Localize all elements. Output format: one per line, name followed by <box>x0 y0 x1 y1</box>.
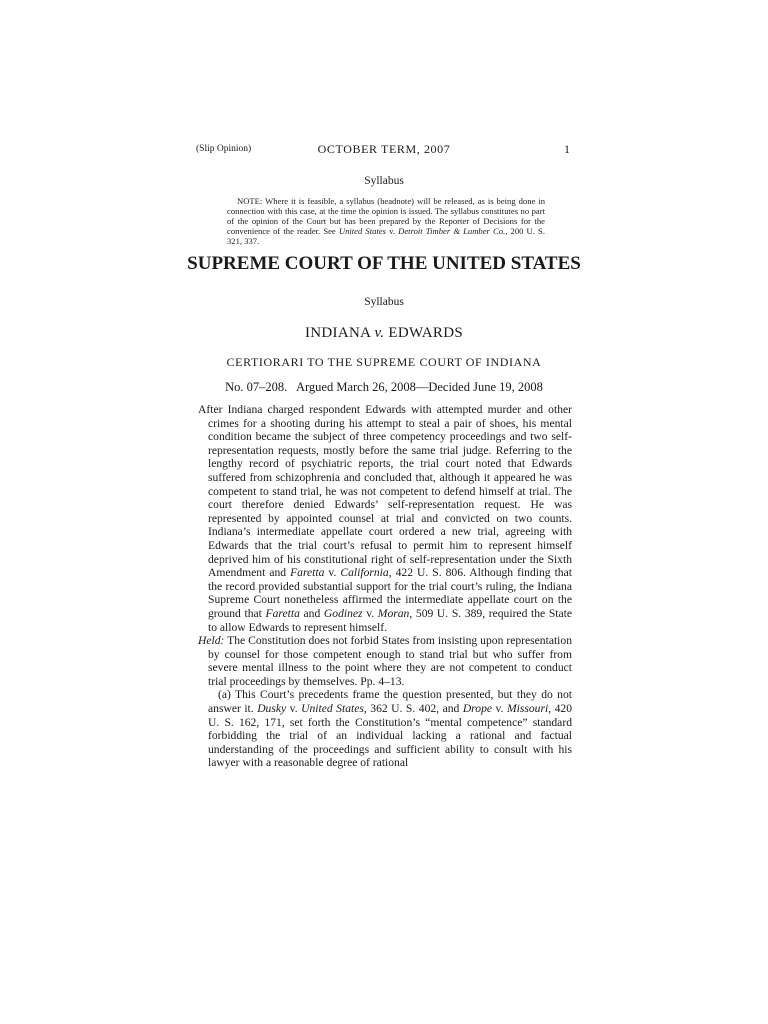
court-title: SUPREME COURT OF THE UNITED STATES <box>187 253 581 274</box>
certiorari-line: CERTIORARI TO THE SUPREME COURT OF INDIANA <box>226 355 542 369</box>
case-name: Missouri <box>506 702 549 716</box>
text-run: , 422 U. S. 806. Although finding that the record provided substantial support for the trial court’s ruling, the Indiana Supreme Court nonetheless affirmed the intermediate appellate court on the ground that <box>208 566 572 620</box>
page-number: 1 <box>564 142 570 156</box>
syllabus-note <box>227 196 545 246</box>
text-run: After Indiana charged respondent Edwards with attempted murder and other crimes for a shooting during his attempt to steal a pair of shoes, his mental condition became the subject of three competency proceedings and two self-representation requests, mostly before the same trial judge. Referring to the lengthy record of psychiatric reports, the trial court noted that Edwards suffered from schizophrenia and concluded that, although it appeared he was competent to stand trial, he was not competent to defend himself at trial. The court therefore denied Edwards’ self-representation request. He was represented by appointed counsel at trial and convicted on two counts. Indiana’s intermediate appellate court ordered a new trial, agreeing with Edwards that the trial court’s refusal to permit him to represent himself deprived him of his constitutional right of self-representation under the Sixth Amendment and <box>198 403 572 580</box>
text-run: , 362 U. S. 402, and <box>363 702 463 716</box>
note-citation-v: v. <box>385 226 399 236</box>
paragraph-held <box>198 634 572 688</box>
text-run: , 509 U. S. 389, required the State to allow Edwards to represent himself. <box>208 606 572 634</box>
case-name: Faretta <box>290 566 325 580</box>
text-run: v. <box>286 702 302 716</box>
case-name: California <box>340 566 389 580</box>
case-name: Faretta <box>265 606 300 620</box>
paragraph-a <box>198 688 572 770</box>
case-name: Godinez <box>323 606 363 620</box>
case-name: Moran <box>377 606 410 620</box>
text-run: v. <box>362 606 378 620</box>
text-run: v. <box>492 702 507 716</box>
slip-opinion-label: (Slip Opinion) <box>196 144 252 154</box>
syllabus-body <box>198 403 572 770</box>
text-run: v. <box>324 566 341 580</box>
case-party-1: INDIANA <box>304 325 375 341</box>
note-citation-case-2: Detroit Timber & Lumber Co. <box>398 226 506 236</box>
term-label: OCTOBER TERM, 2007 <box>317 142 451 156</box>
case-title <box>0 325 768 342</box>
case-name: United States <box>301 702 364 716</box>
text-run: , 420 U. S. 162, 171, set forth the Constitution’s “mental competence” standard forbidding the trial of an individual lacking a rational and factual understanding of the proceedings and sufficient ability to consult with his lawyer with a reasonable degree of rational <box>208 702 572 770</box>
text-run: and <box>299 606 324 620</box>
case-name: Drope <box>462 702 493 716</box>
case-versus: v. <box>374 325 385 341</box>
held-text: The Constitution does not forbid States from insisting upon representation by counsel for those competent enough to stand trial but who suffer from severe mental illness to the point where they are not competent to conduct trial proceedings by themselves. Pp. 4–13. <box>208 634 572 688</box>
paragraph-facts <box>198 403 572 634</box>
note-text: NOTE: Where it is feasible, a syllabus (headnote) will be released, as is being done in connection with this case, at the time the opinion is issued. The syllabus constitutes no part of the opinion of the Court but has been prepared by the Reporter of Decisions for the convenience of the reader. See <box>227 196 545 236</box>
text-run: (a) This Court’s precedents frame the question presented, but they do not answer it. <box>208 688 572 716</box>
running-head <box>196 142 572 160</box>
note-citation-case: United States <box>338 226 386 236</box>
docket-line: No. 07–208. Argued March 26, 2008—Decided June 19, 2008 <box>225 380 543 394</box>
note-citation-reporter: , 200 U. S. 321, 337. <box>227 226 545 246</box>
syllabus-heading-top: Syllabus <box>364 175 404 187</box>
held-label: Held: <box>198 634 225 648</box>
syllabus-heading: Syllabus <box>364 296 404 308</box>
case-name: Dusky <box>257 702 287 716</box>
case-party-2: EDWARDS <box>384 325 464 341</box>
